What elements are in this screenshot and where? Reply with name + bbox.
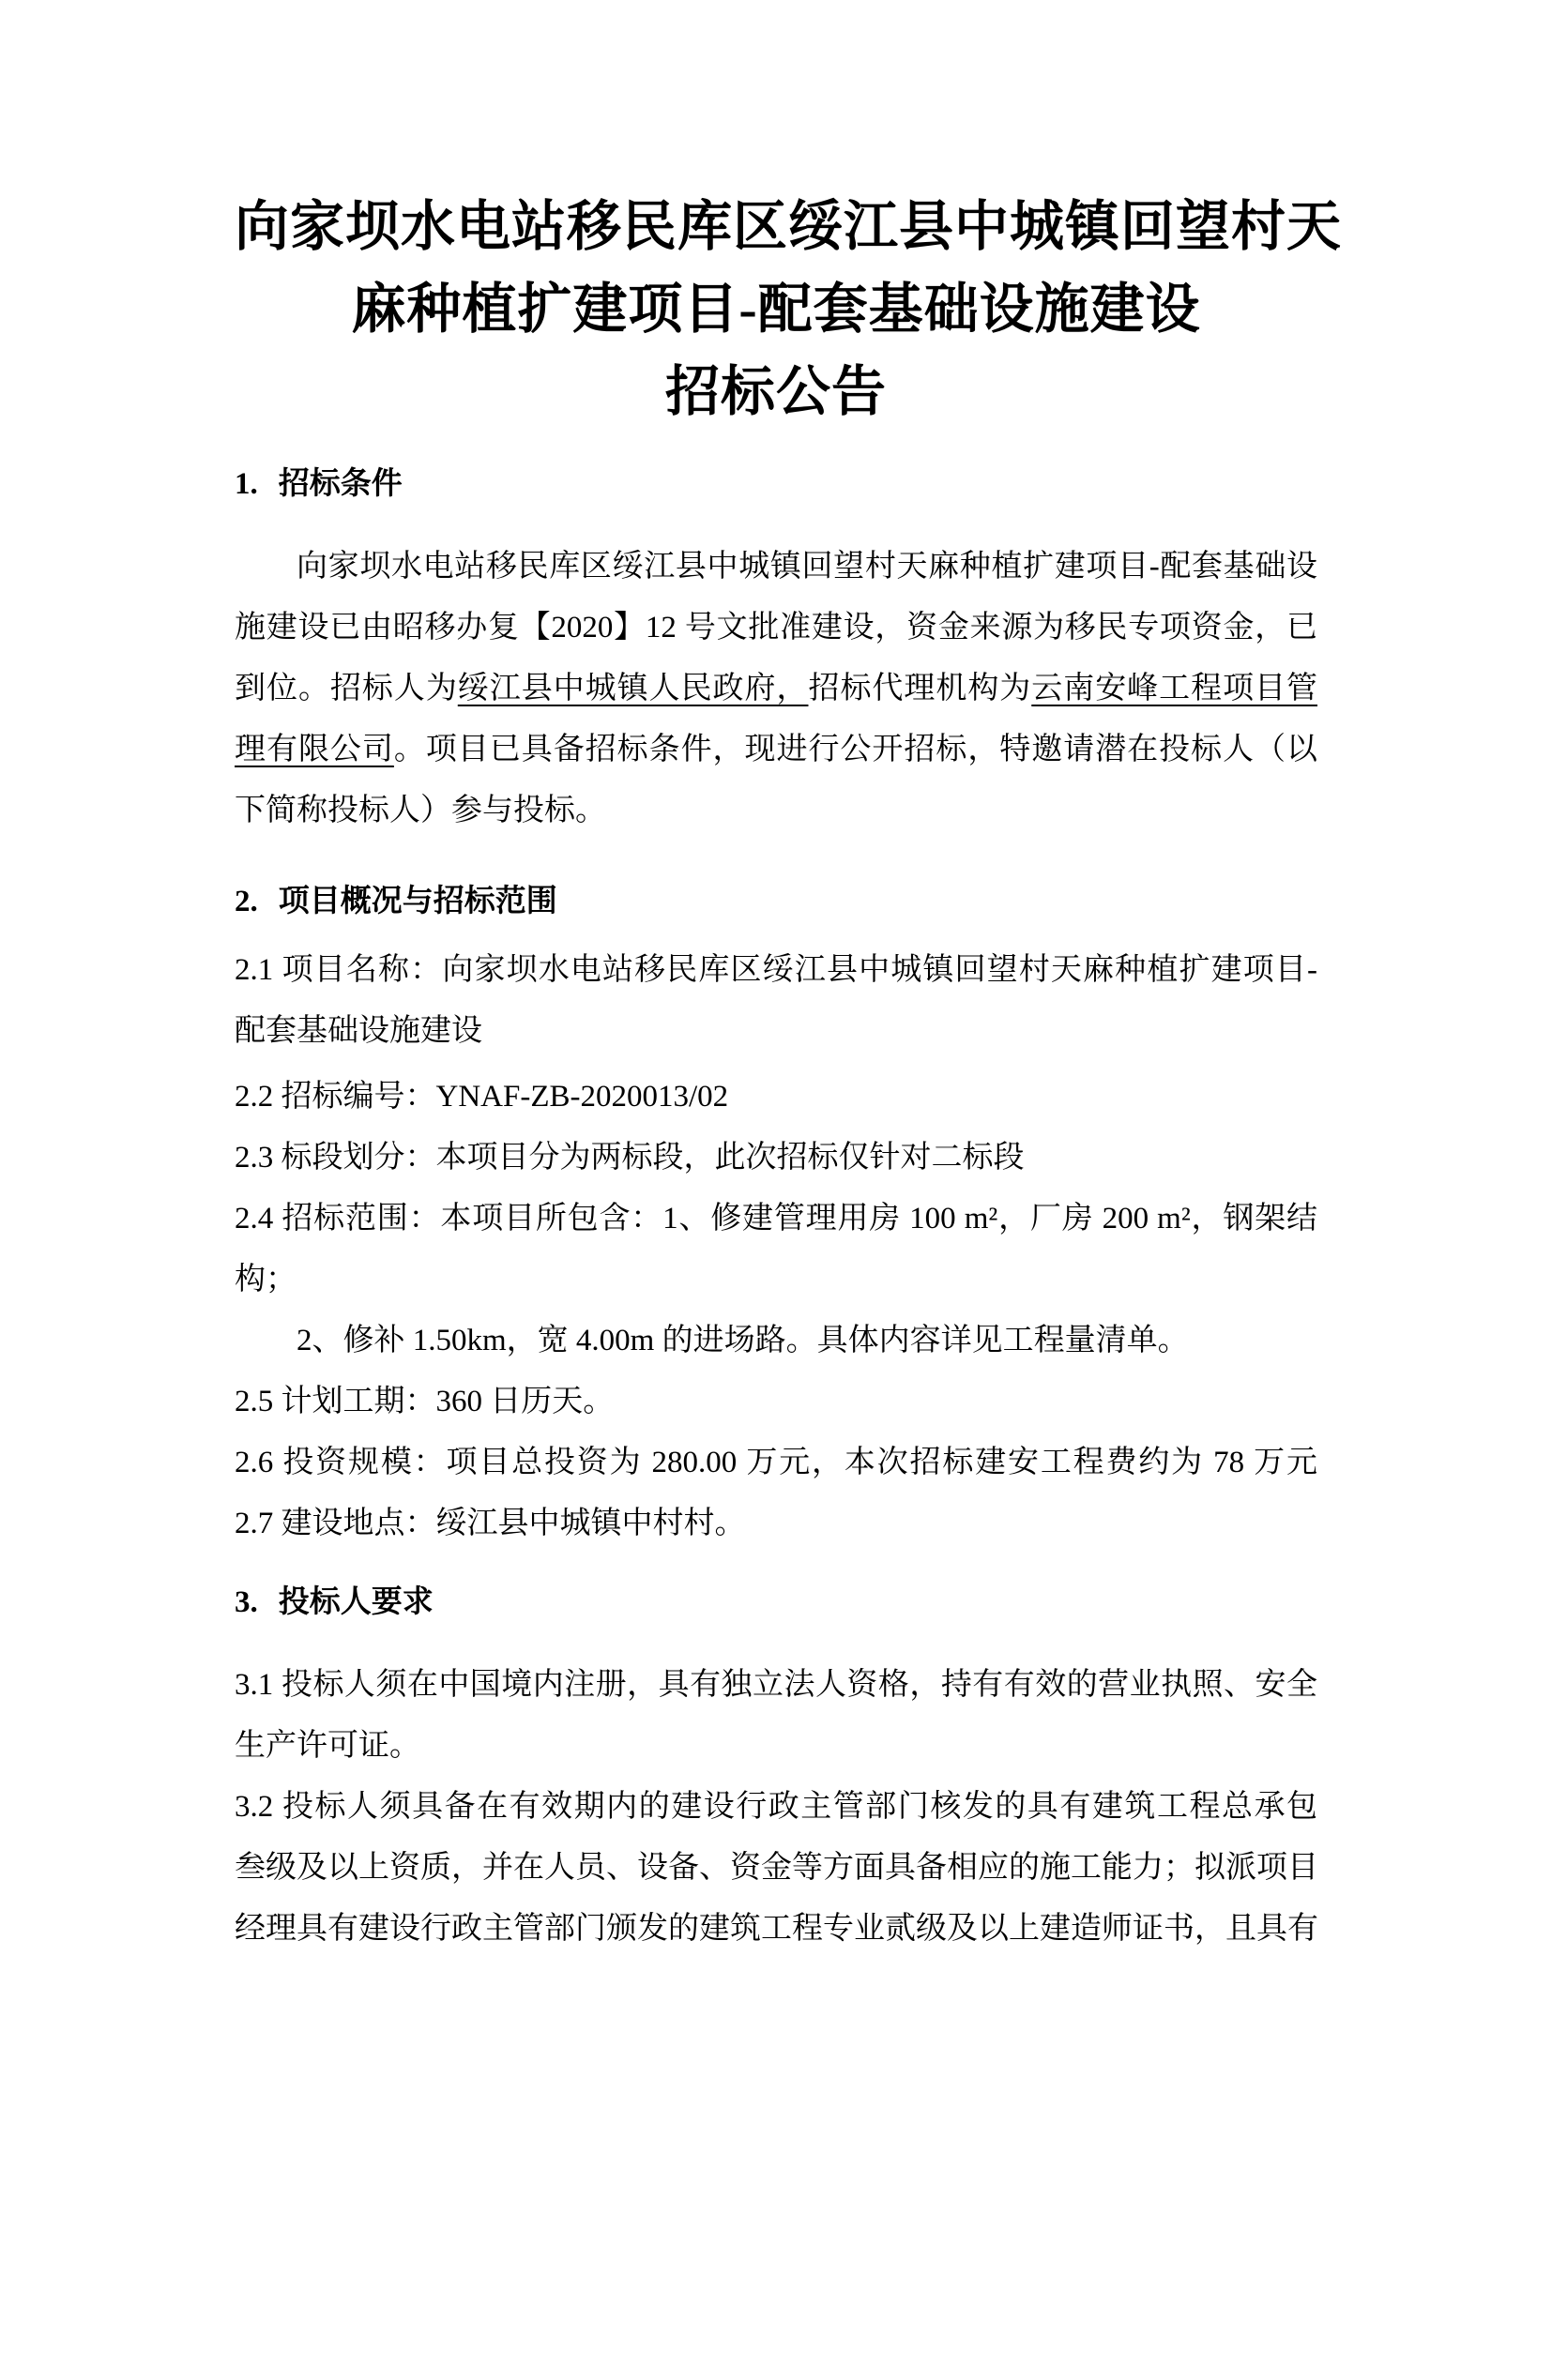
- document-content: [0, 186, 1552, 1960]
- agency-name-underlined-part2: 理有限公司: [235, 733, 394, 766]
- tender-scope-line-1: 2.4 招标范围：本项目所包含：1、修建管理用房 100 m²，厂房 200 m²，钢架结: [235, 1202, 1317, 1235]
- tender-number-line: 2.2 招标编号：YNAF-ZB-2020013/02: [235, 1080, 729, 1114]
- bidder-requirement-2-line-3: 经理具有建设行政主管部门颁发的建筑工程专业贰级及以上建造师证书，且具有: [235, 1912, 1318, 1946]
- text-segment: 招标代理机构为: [808, 672, 1032, 705]
- tenderer-name-underlined: 绥江县中城镇人民政府，: [457, 672, 809, 705]
- section-1-title: 招标条件: [278, 467, 403, 501]
- section-3-number: 3.: [235, 1585, 258, 1619]
- text-line: [235, 659, 1317, 720]
- bidder-requirement-1-line-1: 3.1 投标人须在中国境内注册，具有独立法人资格，持有有效的营业执照、安全: [235, 1668, 1317, 1702]
- section-1-heading: [235, 454, 1317, 515]
- text-line: 下简称投标人）参与投标。: [235, 794, 606, 827]
- section-3-items: [235, 1655, 1317, 1960]
- lot-division-line: 2.3 标段划分：本项目分为两标段，此次招标仅针对二标段: [235, 1141, 1025, 1175]
- agency-name-underlined-part1: 云南安峰工程项目管: [1031, 672, 1318, 705]
- section-3-heading: [235, 1572, 1317, 1633]
- text-line: [235, 720, 1317, 781]
- project-name-line-1: 2.1 项目名称：向家坝水电站移民库区绥江县中城镇回望村天麻种植扩建项目-: [235, 953, 1317, 987]
- section-3-title: 投标人要求: [278, 1585, 434, 1619]
- text-segment: 。项目已具备招标条件，现进行公开招标，特邀请潜在投标人（以: [393, 733, 1318, 766]
- section-2-number: 2.: [235, 885, 258, 918]
- tender-scope-line-3: 2、修补 1.50km，宽 4.00m 的进场路。具体内容详见工程量清单。: [297, 1324, 1189, 1357]
- text-line: 向家坝水电站移民库区绥江县中城镇回望村天麻种植扩建项目-配套基础设: [297, 550, 1317, 584]
- section-1-paragraph: [235, 537, 1317, 841]
- bidder-requirement-1-line-2: 生产许可证。: [235, 1729, 420, 1763]
- bidder-requirement-2-line-2: 叁级及以上资质，并在人员、设备、资金等方面具备相应的施工能力；拟派项目: [235, 1851, 1318, 1885]
- investment-scale-line: 2.6 投资规模：项目总投资为 280.00 万元，本次招标建安工程费约为 78 万元: [235, 1446, 1317, 1479]
- text-line: 施建设已由昭移办复【2020】12 号文批准建设，资金来源为移民专项资金，已: [235, 611, 1317, 644]
- section-1-number: 1.: [235, 467, 258, 501]
- bidder-requirement-2-line-1: 3.2 投标人须具备在有效期内的建设行政主管部门核发的具有建筑工程总承包: [235, 1790, 1317, 1824]
- construction-location-line: 2.7 建设地点：绥江县中城镇中村村。: [235, 1507, 746, 1540]
- tender-scope-line-2: 构；: [235, 1263, 297, 1296]
- document-title: [235, 186, 1343, 433]
- title-line-2: 麻种植扩建项目-配套基础设施建设: [351, 279, 1201, 340]
- section-2-heading: [235, 872, 1317, 932]
- section-2-title: 项目概况与招标范围: [278, 885, 557, 918]
- document-page: [0, 186, 1552, 2380]
- title-line-3: 招标公告: [664, 361, 887, 422]
- planned-duration-line: 2.5 计划工期：360 日历天。: [235, 1385, 615, 1418]
- title-line-1: 向家坝水电站移民库区绥江县中城镇回望村天: [235, 196, 1343, 257]
- section-2-items: [235, 940, 1317, 1554]
- project-name-line-2: 配套基础设施建设: [235, 1014, 482, 1048]
- text-segment: 到位。招标人为: [235, 672, 458, 705]
